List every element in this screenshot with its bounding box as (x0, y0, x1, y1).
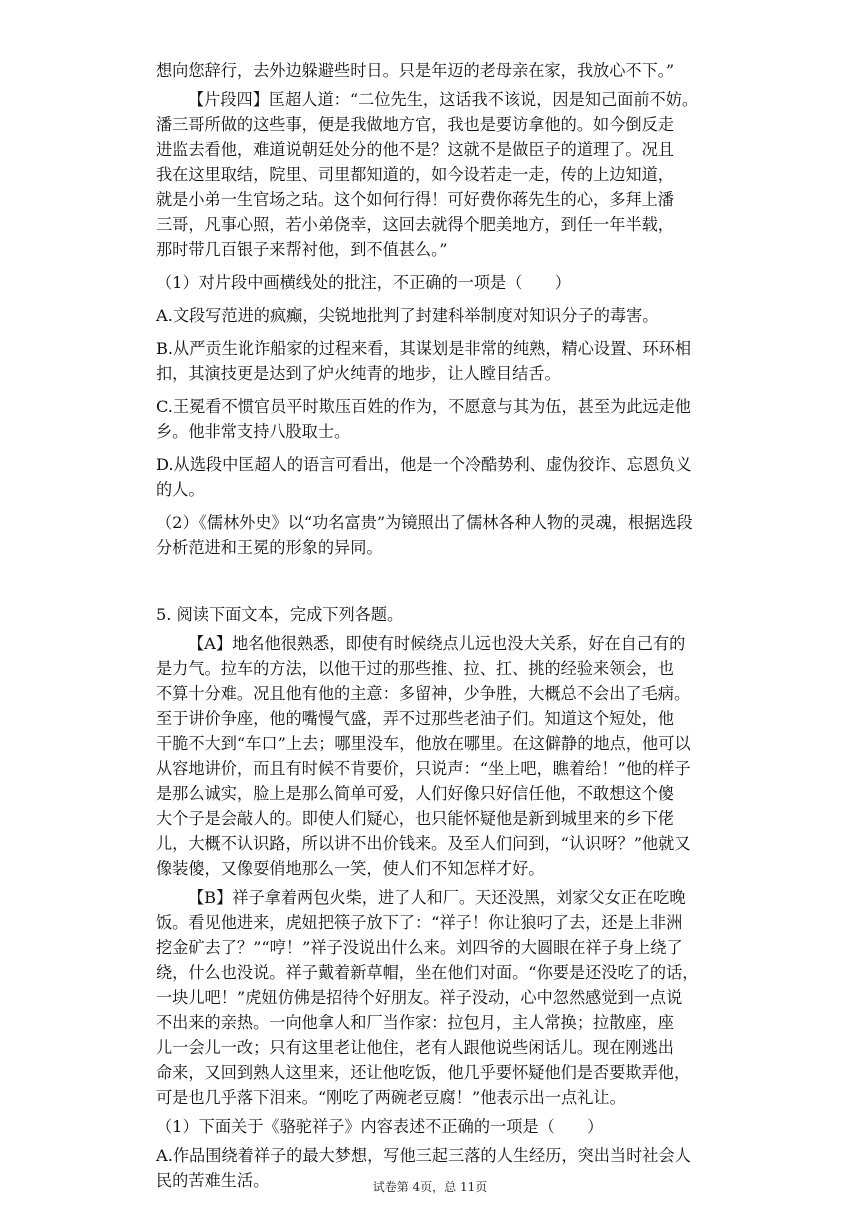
text-line: 儿，大概不认识路，所以讲不出价钱来。及至人们问到，“认识呀？”他就又 (156, 834, 691, 853)
question-stem: （1）下面关于《骆驼祥子》内容表述不正确的一项是（ ） (156, 1117, 604, 1136)
text-line: A.作品围绕着祥子的最大梦想，写他三起三落的人生经历，突出当时社会人 (156, 1146, 691, 1165)
text-line: 干脆不大到“车口”上去；哪里没车，他放在哪里。在这僻静的地点，他可以 (156, 734, 691, 753)
text-line: 像装傻，又像耍俏地那么一笑，使人们不知怎样才好。 (156, 859, 545, 878)
text-line: 民的苦难生活。 (156, 1171, 270, 1190)
text-line: 可是也几乎落下泪来。“刚吃了两碗老豆腐！”他表示出一点礼让。 (156, 1088, 626, 1107)
section-5-heading (156, 602, 716, 627)
text-line: B.从严贡生讹诈船家的过程来看，其谋划是非常的纯熟，精心设置、环环相 (156, 339, 692, 358)
text-line: 分析范进和王冕的形象的异同。 (156, 538, 383, 557)
text-line: 扣，其演技更是达到了炉火纯青的地步，让人瞠目结舌。 (156, 364, 561, 383)
text-line: 乡。他非常支持八股取士。 (156, 422, 351, 441)
text-line: 从容地讲价，而且有时候不肯要价，只说声：“坐上吧，瞧着给！”他的样子 (156, 759, 691, 778)
option-b (156, 336, 716, 386)
text-line: （2）《儒林外史》以“功名富贵”为镜照出了儒林各种人物的灵魂，根据选段 (156, 513, 693, 532)
question-1 (156, 270, 716, 295)
text-line: 潘三哥所做的这些事，便是我做地方官，我也是要访拿他的。如今倒反走 (156, 115, 674, 134)
text-line: 至于讲价争座，他的嘴慢气盛，弄不过那些老油子们。知道这个短处，他 (156, 709, 674, 728)
passage-b (156, 885, 716, 1110)
text-line: 我在这里取结，院里、司里都知道的，如今设若走一走，传的上边知道， (156, 165, 674, 184)
text-line: 是力气。拉车的方法，以他干过的那些推、拉、扛、挑的经验来领会，也 (156, 659, 674, 678)
text-line: 【A】地名他很熟悉，即使有时候绕点儿远也没大关系，好在自己有的 (188, 634, 686, 653)
section-title: 5. 阅读下面文本，完成下列各题。 (156, 605, 404, 624)
option-c (156, 394, 716, 444)
text-line: 的人。 (156, 480, 205, 499)
option-d (156, 452, 716, 502)
text-line: C.王冕看不惯官员平时欺压百姓的作为，不愿意与其为伍，甚至为此远走他 (156, 397, 691, 416)
question-2 (156, 510, 716, 560)
passage-a (156, 631, 716, 881)
text-line: 想向您辞行，去外边躲避些时日。只是年迈的老母亲在家，我放心不下。” (156, 61, 675, 80)
page-footer: 试卷第 4页，总 11页 (372, 1180, 488, 1194)
option-a (156, 303, 716, 328)
passage-fragment-four (156, 87, 716, 262)
text-line: 大个子是会敲人的。即使人们疑心，也只能怀疑他是新到城里来的乡下佬 (156, 809, 674, 828)
text-line: 三哥，凡事心照，若小弟侥幸，这回去就得个肥美地方，到任一年半载， (156, 215, 674, 234)
text-line: D.从选段中匡超人的语言可看出，他是一个冷酷势利、虚伪狡诈、忘恩负义 (156, 455, 692, 474)
text-line: 一块儿吧！”虎妞仿佛是招待个好朋友。祥子没动，心中忽然感觉到一点说 (156, 988, 683, 1007)
text-line: 不算十分难。况且他有他的主意：多留神，少争胜，大概总不会出了毛病。 (156, 684, 691, 703)
text-line: 挖金矿去了？”“哼！”祥子没说出什么来。刘四爷的大圆眼在祥子身上绕了 (156, 938, 683, 957)
text-line: 饭。看见他进来，虎妞把筷子放下了：“祥子！你让狼叼了去，还是上非洲 (156, 913, 683, 932)
text-line: 绕，什么也没说。祥子戴着新草帽，坐在他们对面。“你要是还没吃了的话， (156, 963, 699, 982)
text-line: 那时带几百银子来帮衬他，到不值甚么。” (156, 240, 448, 259)
text-line: 进监去看他，难道说朝廷处分的他不是？这就不是做臣子的道理了。况且 (156, 140, 674, 159)
question-stem: （1）对片段中画横线处的批注，不正确的一项是（ ） (156, 273, 571, 292)
text-line: 命来，又回到熟人这里来，还让他吃饭，他几乎要怀疑他们是否要欺弄他， (156, 1063, 691, 1082)
text-line: 就是小弟一生官场之玷。这个如何行得！可好费你蒋先生的心，多拜上潘 (156, 190, 674, 209)
page-content (156, 58, 716, 1193)
text-line: 【B】祥子拿着两包火柴，进了人和厂。天还没黑，刘家父女正在吃晚 (188, 888, 686, 907)
text-line: 【片段四】匡超人道：“二位先生，这话我不该说，因是知己面前不妨。 (188, 90, 699, 109)
text-line: 儿一会儿一改；只有这里老让他住，老有人跟他说些闲话儿。现在刚逃出 (156, 1038, 674, 1057)
text-line: A.文段写范进的疯癫，尖锐地批判了封建科举制度对知识分子的毒害。 (156, 306, 659, 325)
text-line: 不出来的亲热。一向他拿人和厂当作家：拉包月，主人常换；拉散座，座 (156, 1013, 674, 1032)
question-3 (156, 1114, 716, 1139)
text-line: 是那么诚实，脸上是那么简单可爱，人们好像只好信任他，不敢想这个傻 (156, 784, 674, 803)
